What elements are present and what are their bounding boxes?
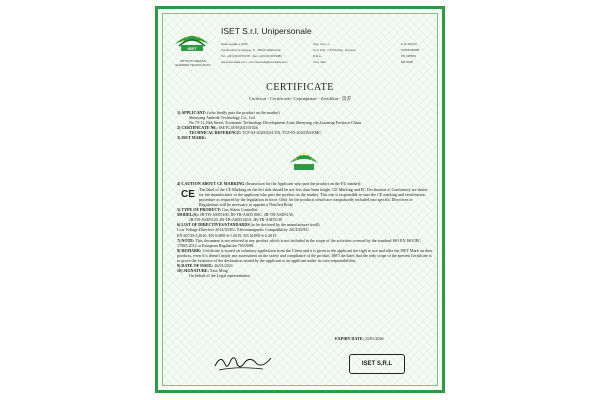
applicant-name: Shenyang Amhede Technology Co., Ltd: [189, 115, 255, 121]
ce-mark-symbol: CE: [181, 188, 195, 200]
certificate-number-value: ISETC.0019202101026: [218, 125, 258, 131]
technical-reference-value: TCF-03-2020354-LVD, TCF-03-2020354-EMC: [242, 130, 322, 136]
signature-on-behalf: On behalf of the Legal representative: [189, 273, 251, 279]
technical-reference-label: TECHNICAL REFERENCE:: [189, 130, 242, 136]
models-value-1: JB-TB-ASD5100, JB-TB-ASD5100C, JB-TB-ASD5150,: [199, 212, 294, 218]
caution-note: (Instruction for the Applicant who puts the product on the EU market):: [245, 180, 362, 186]
iset-mark-label: 3) ISET MARK:: [177, 135, 207, 141]
contact-cell: R.E.A.: [313, 54, 322, 58]
contact-cell: Tel. +39 049 9070178 - Fax +39 049 9070380: [221, 54, 282, 58]
caution-label: 4) CAUTION ABOUT CE MARKING: [177, 180, 245, 186]
models-value-2: JB-TB-ASD5120, JB-TB-ASD5120A, JB-TB-ASD5130: [189, 217, 283, 223]
iset-mark-area: [177, 143, 433, 179]
contact-row: [221, 59, 443, 65]
company-name: ISET S.r.l. Unipersonale: [221, 26, 312, 36]
logo-caption-line-1: ISTITUTO SERVIZI: [179, 59, 207, 63]
signature-name: Xiao Ming: [209, 268, 228, 274]
ce-block: [177, 187, 433, 207]
certificate-subtitle: Certificat - Certificado- Сертификат - Zertifikat - 證書: [248, 96, 352, 101]
note-label: 7) NOTE:: [177, 237, 195, 243]
contact-cell: NB 0098: [401, 60, 413, 64]
contact-cell: Cod. iden.: [313, 60, 327, 64]
contact-cell: 01915690285: [401, 48, 420, 52]
note-text: This document is not referred to any product which is not included in the scope of the activities covered by the standard ISO EN ISO/IEC 17065:2012 or European Regulation 765/2008.: [177, 237, 421, 248]
certificate-body: [177, 110, 433, 278]
iset-mark-icon: [287, 143, 321, 177]
caution-line: [177, 181, 433, 186]
applicant-note: (who finally puts the product on the market): [207, 110, 280, 115]
remark-label: 8) REMARK:: [177, 247, 202, 253]
directives-value-2: EN 60730-2:2016, EN 61000-6-1:2019, EN 61000-6-2:2019: [177, 232, 277, 238]
certificate-inner-border: [162, 13, 438, 386]
contact-cell: Cod. Fisc. e P.IVA Reg. Imprese: [313, 48, 356, 52]
directives-label: 6) LIST OF DIRECTIVES/STANDARDS: [177, 222, 250, 228]
directives-note: (to be declared by the manufacturer itself): [250, 222, 320, 228]
contacts-block: [221, 41, 443, 65]
expiry-date-label: EXPIRY DATE:: [335, 336, 364, 341]
applicant-label: 1) APPLICANT:: [177, 110, 207, 115]
contact-cell: Sede Legale e Uffici: [221, 42, 248, 46]
certificate-sheet: [155, 6, 445, 393]
product-type-value: Gas Alarm Controller: [222, 207, 258, 213]
certificate-number-label: 2) CERTIFICATE N0.:: [177, 125, 218, 131]
svg-text:ISET: ISET: [187, 46, 197, 51]
contact-cell: www.iset-italia.com - commerciale@iset-italia.com: [221, 60, 288, 64]
handwritten-signature-icon: [213, 352, 273, 374]
models-label: MODEL(S):: [177, 212, 199, 218]
applicant-address: No.75-11,16th Street, Economic Technology Development Zone,Shenyang city,Liaoning Province,China: [189, 120, 361, 126]
signature-label: 10) SIGNATURE:: [177, 268, 209, 274]
logo-caption-line-2: EUROPEI TECNOLOGICI: [175, 62, 211, 67]
remark-text: Certificate is issued on voluntary application from the Client and it is given to the applicant the right to use and affix the ISET Mark on their products, even if it doesn't imply any assessment on the safety and compliance of the product. ISET declares that the only scope of the present Certificate is to prove the existence of the declaration issued by the applicant or an applicant under its own responsibilities.: [177, 247, 433, 263]
contact-cell: € 10.150,00: [401, 42, 417, 46]
caution-text: The label of the CE Marking on the left side should be not less than 5mm height. CE Marking and EC Declaration of Conformity are duties for the manufacturer or the applicant who puts the product on the market. This one is responsible to start the CE marking and certification procedure as required by the legislation in force. Only for the products which are compulsorily included into specific Directives or Regulations will be necessary to appoint a Notified Body.: [199, 186, 428, 207]
iset-logo-icon: [173, 26, 211, 56]
directives-value-1: Low Voltage Directive 2014/35/EU, Electromagnetic Compatibility 2014/30/EU: [177, 227, 309, 233]
expiry-date-line: [335, 336, 384, 341]
remark-line: [177, 248, 433, 263]
note-line: [177, 238, 433, 248]
date-of-issue-label: 9) DATE OF ISSUE:: [177, 263, 214, 269]
contact-cell: Via Donatori di sangue, 9 - 35010 Villafranca: [221, 48, 281, 52]
date-of-issue-value: 26/01/2021: [214, 263, 233, 269]
certificate-title: CERTIFICATE: [266, 82, 334, 93]
logo-caption: [169, 60, 217, 67]
product-type-label: 5) TYPE OF PRODUCT:: [177, 207, 222, 213]
expiry-date-value: 25/01/2026: [364, 336, 384, 341]
contact-cell: Cap. soc. i.v.: [313, 42, 331, 46]
company-stamp: ISET S.R.L: [349, 354, 405, 374]
iset-mark-line: [177, 135, 433, 140]
contact-cell: PD 195553: [401, 54, 417, 58]
